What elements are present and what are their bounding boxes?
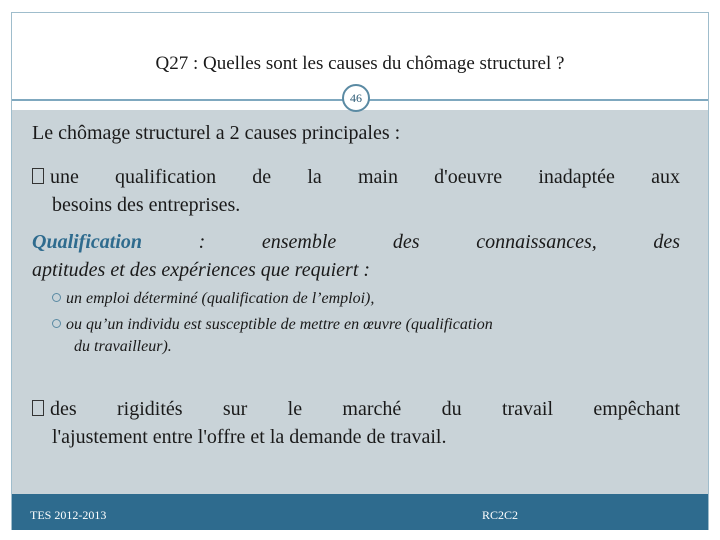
bullet-1-line-1: une qualification de la main d'oeuvre inadaptée aux	[32, 166, 680, 189]
definition-block	[32, 228, 680, 284]
definition-term: Qualification	[32, 231, 143, 253]
footer-bar	[12, 494, 708, 530]
circle-bullet-icon	[52, 293, 61, 302]
footer-right-text: RC2C2	[482, 508, 519, 522]
bullet-2-line-2: l'ajustement entre l'offre et la demande de travail.	[52, 426, 447, 448]
slide-title: Q27 : Quelles sont les causes du chômage structurel ?	[155, 53, 565, 74]
definition-line-1: Qualification : ensemble des connaissances, des	[32, 231, 680, 253]
page-number-badge: 46	[342, 84, 370, 112]
bullet-box-icon	[32, 168, 44, 184]
bullet-box-icon	[32, 400, 44, 416]
sub-item-2: ou qu’un individu est susceptible de mettre en œuvre (qualification	[52, 316, 493, 334]
bullet-2-line-1: des rigidités sur le marché du travail empêchant	[32, 398, 680, 421]
sub-item-2-cont: du travailleur).	[74, 338, 172, 355]
intro-text: Le chômage structurel a 2 causes principales :	[32, 122, 401, 144]
sub-item-1: un emploi déterminé (qualification de l’emploi),	[52, 290, 374, 308]
definition-line-2: aptitudes et des expériences que requiert :	[32, 259, 371, 281]
footer-left-text: TES 2012-2013	[30, 508, 107, 522]
circle-bullet-icon	[52, 319, 61, 328]
bullet-1-line-2: besoins des entreprises.	[52, 194, 241, 216]
